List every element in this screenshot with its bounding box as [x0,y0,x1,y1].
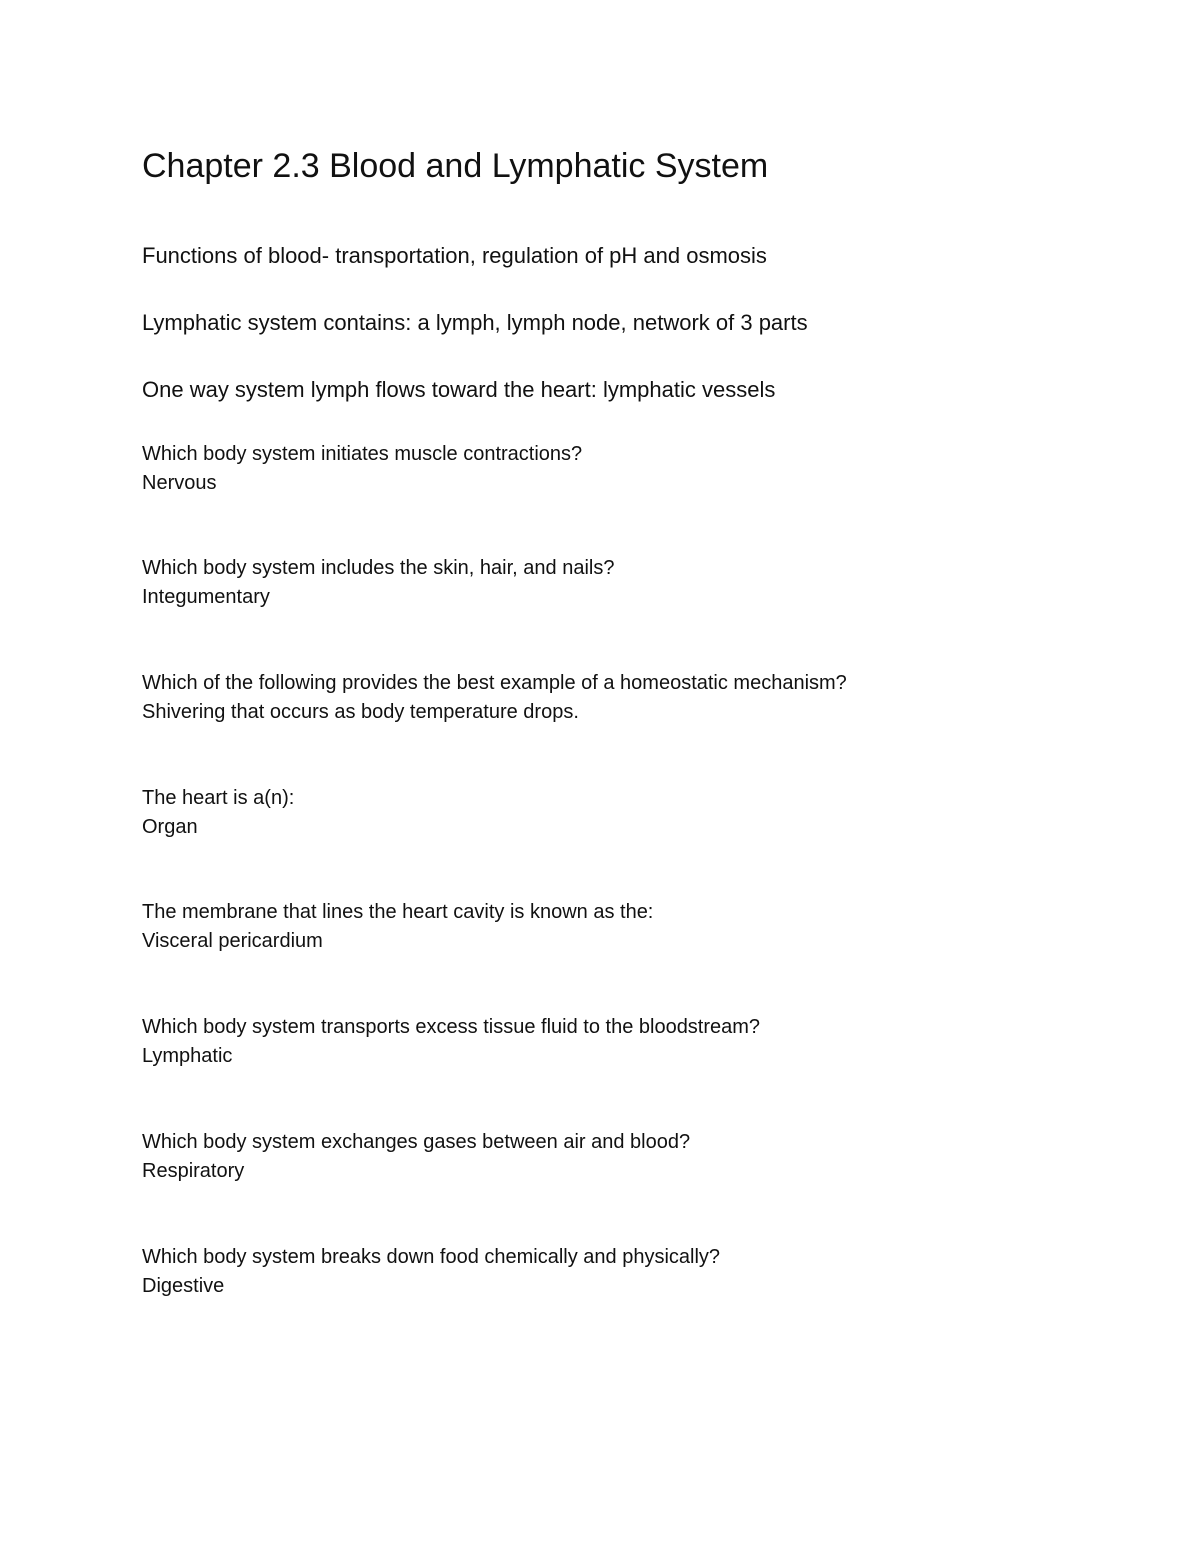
answer-text: Nervous [142,472,217,494]
answer-text: Integumentary [142,586,270,608]
answer-text: Lymphatic [142,1045,233,1067]
page-title: Chapter 2.3 Blood and Lymphatic System [142,147,769,185]
answer-text: Organ [142,816,198,838]
qa-item [142,440,582,498]
statement-blood-functions: Functions of blood- transportation, regulation of pH and osmosis [142,243,767,268]
question-text: Which body system transports excess tissue fluid to the bloodstream? [142,1016,761,1038]
question-text: Which body system exchanges gases between air and blood? [142,1131,691,1153]
statement-lymphatic-contents: Lymphatic system contains: a lymph, lymph node, network of 3 parts [142,310,808,335]
qa-item [142,784,294,842]
question-text: The membrane that lines the heart cavity is known as the: [142,901,654,923]
question-text: Which body system initiates muscle contractions? [142,443,583,465]
question-text: The heart is a(n): [142,787,295,809]
qa-item [142,1128,690,1186]
qa-item [142,1013,760,1071]
qa-item [142,898,653,956]
answer-text: Visceral pericardium [142,930,323,952]
answer-text: Respiratory [142,1160,245,1182]
question-text: Which body system includes the skin, hair, and nails? [142,557,615,579]
statement-lymph-flow: One way system lymph flows toward the heart: lymphatic vessels [142,377,776,402]
answer-text: Shivering that occurs as body temperature drops. [142,701,579,723]
question-text: Which of the following provides the best example of a homeostatic mechanism? [142,672,847,694]
answer-text: Digestive [142,1275,225,1297]
qa-item [142,554,614,612]
qa-item [142,1243,720,1301]
question-text: Which body system breaks down food chemically and physically? [142,1246,721,1268]
qa-item [142,669,847,727]
